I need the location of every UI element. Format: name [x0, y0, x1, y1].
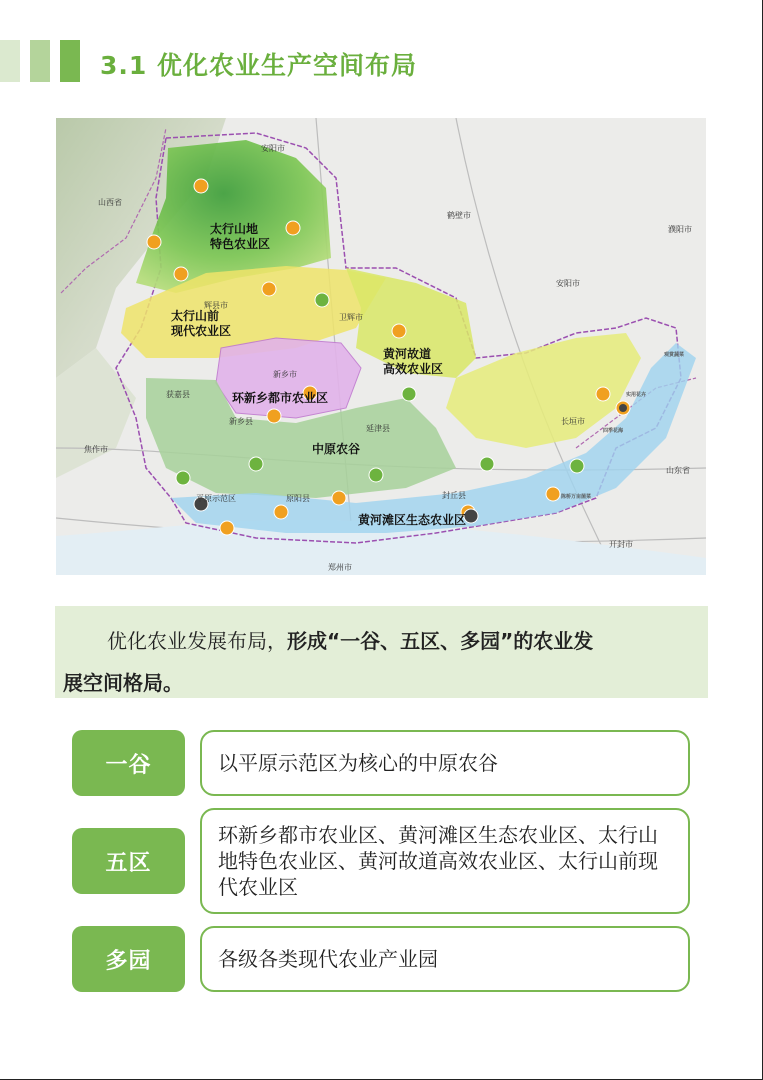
section-header — [0, 40, 763, 84]
city-label: 濮阳市 — [668, 225, 692, 234]
layout-item-valley — [72, 730, 690, 796]
city-label: 山西省 — [98, 198, 122, 207]
city-label: 卫辉市 — [339, 313, 363, 322]
item-description — [200, 808, 690, 914]
agriculture-layout-map — [56, 118, 706, 575]
layout-item-parks — [72, 926, 690, 992]
layout-item-zones — [72, 808, 690, 914]
city-label: 平原示范区 — [196, 494, 236, 503]
city-label: 新乡县 — [229, 417, 253, 426]
summary-banner — [55, 606, 708, 698]
zone-label: 黄河滩区生态农业区 — [358, 513, 467, 527]
section-title: 3.1 优化农业生产空间布局 — [100, 51, 417, 80]
city-label: 封丘县 — [442, 491, 466, 500]
zone-label: 太行山前 — [171, 309, 220, 323]
city-label: 长垣市 — [561, 417, 585, 426]
item-tag: 一谷 — [72, 730, 185, 796]
item-tag: 多园 — [72, 926, 185, 992]
map-svg — [56, 118, 706, 575]
summary-emphasis: 形成“一谷、五区、多园”的农业发 — [287, 629, 594, 653]
city-label: 开封市 — [609, 540, 633, 549]
zone-label: 中原农谷 — [312, 442, 361, 456]
zone-label: 太行山地 — [210, 222, 259, 236]
city-label: 郑州市 — [328, 563, 352, 572]
item-tag: 五区 — [72, 828, 185, 894]
zone-label: 黄河故道 — [383, 347, 432, 361]
zone-label: 现代农业区 — [171, 324, 232, 338]
city-label: 山东省 — [666, 466, 690, 475]
city-label: 安阳市 — [556, 279, 580, 288]
item-description — [200, 730, 690, 796]
city-label: 安阳市 — [261, 144, 285, 153]
summary-emphasis: 展空间格局。 — [63, 671, 183, 695]
item-text: 环新乡都市农业区、黄河滩区生态农业区、太行山地特色农业区、黄河故道高效农业区、太行山前现代农业区 — [218, 823, 658, 899]
header-accent-bar — [30, 40, 50, 82]
city-label: 鹤壁市 — [447, 211, 471, 220]
item-text: 各级各类现代农业产业园 — [218, 947, 438, 971]
zone-label: 环新乡都市农业区 — [232, 391, 329, 405]
park-label: 观赏蔬菜 — [664, 352, 685, 358]
city-label: 焦作市 — [84, 445, 108, 454]
city-label: 辉县市 — [204, 301, 228, 310]
header-accent-bar — [0, 40, 20, 82]
header-accent-bar — [60, 40, 80, 82]
park-label: 实用花卉 — [626, 392, 647, 398]
zone-label: 特色农业区 — [210, 237, 271, 251]
zone-label: 高效农业区 — [383, 362, 444, 376]
city-label: 获嘉县 — [166, 390, 190, 399]
item-text: 以平原示范区为核心的中原农谷 — [218, 751, 498, 775]
park-label: 陈桥万亩菌菜 — [561, 494, 592, 500]
city-label: 原阳县 — [286, 494, 310, 503]
city-label: 延津县 — [366, 424, 390, 433]
summary-lead: 优化农业发展布局， — [107, 629, 287, 653]
item-description — [200, 926, 690, 992]
park-label: 四季花海 — [603, 428, 624, 434]
city-label: 新乡市 — [273, 370, 297, 379]
